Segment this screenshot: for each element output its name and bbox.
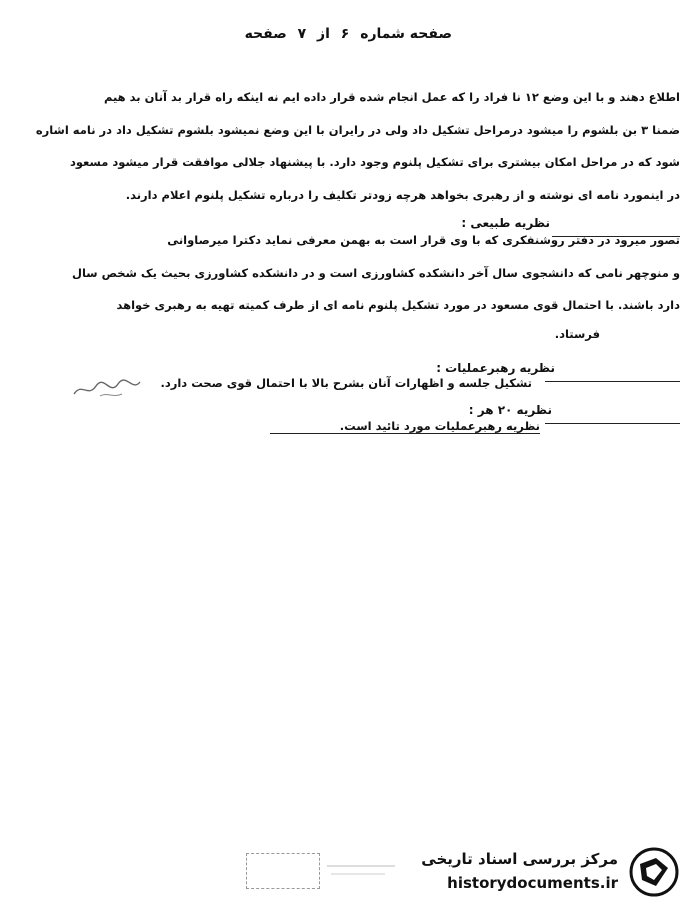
section-1-line-3: دارد باشند. با احتمال قوی مسعود در مورد تشکیل پلنوم نامه ای از طرف کمیته تهیه به رهبری خواهد <box>116 298 680 312</box>
section-title-1: نظریه طبیعی : <box>461 216 550 230</box>
paragraph-line-3: شود که در مراحل امکان بیشتری برای تشکیل پلنوم وجود دارد. با پیشنهاد جلالی موافقت قرار میشود مسعود <box>69 155 680 169</box>
paragraph-line-2: ضمنا ۳ بن بلشوم را میشود درمراحل تشکیل داد ولی در رایران با این وضع نمیشود بلشوم تشکیل داد در نامه اشاره <box>35 123 680 137</box>
page-header <box>239 26 452 42</box>
page-total: ۷ <box>297 26 307 42</box>
section-title-2: نظریه رهبرعملیات : <box>436 361 555 375</box>
faded-stamp-marks <box>325 858 405 882</box>
handwritten-signature-1 <box>70 374 144 405</box>
archive-logo-icon <box>626 846 682 898</box>
section-1-line-2: و منوچهر نامی که دانشجوی سال آخر دانشکده کشاورزی است و در دانشکده کشاورزی بحیث یک شخص سال <box>71 266 680 280</box>
section-underline-3 <box>545 423 680 424</box>
archive-site: historydocuments.ir <box>447 874 618 892</box>
section-1-line-4: فرستاد. <box>554 327 600 341</box>
archive-name: مرکز بررسی اسناد تاریخی <box>421 850 618 868</box>
page-of: از <box>317 26 330 42</box>
faded-stamp <box>246 853 320 889</box>
paragraph-line-4: در اینمورد نامه ای نوشته و از رهبری بخواهد هرچه زودتر تکلیف را درباره تشکیل پلنوم اعلام دارند. <box>125 188 680 202</box>
page-word: صفحه <box>244 26 287 42</box>
paragraph-line-1: اطلاع دهند و با این وضع ۱۲ نا فراد را که عمل انجام شده قرار داده ایم نه اینکه راه قرار بد آنان بد هیم <box>103 90 680 104</box>
page-label: صفحه شماره <box>360 26 452 42</box>
archive-watermark <box>402 846 682 898</box>
section-2-line-1: تشکیل جلسه و اظهارات آنان بشرح بالا با احتمال قوی صحت دارد. <box>160 376 532 390</box>
closing-underline <box>270 433 540 434</box>
section-1-line-1: تصور میرود در دفتر روشنفکری که با وی قرار است به بهمن معرفی نماید دکترا میرصاوانی <box>167 233 680 247</box>
section-underline-2 <box>545 381 680 382</box>
page-number: ۶ <box>340 26 350 42</box>
section-title-3: نظریه ۲۰ هر : <box>468 403 552 417</box>
section-3-line-1: نظریه رهبرعملیات مورد تائید است. <box>339 419 540 433</box>
